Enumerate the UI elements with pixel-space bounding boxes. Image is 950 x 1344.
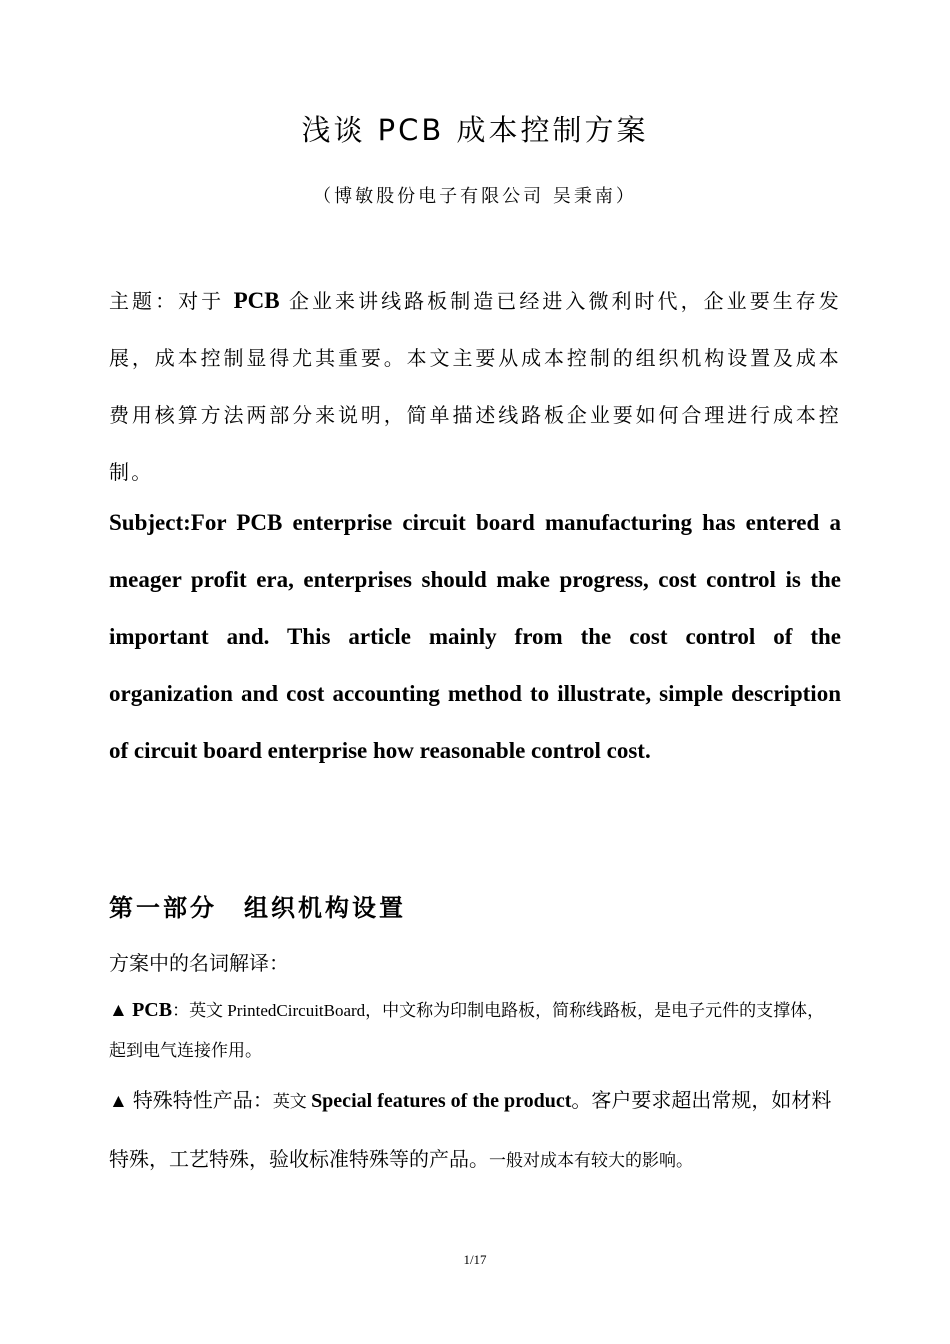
glossary-description: 。客户要求超出常规，如材料特殊，工艺特殊，验收标准特殊等的产品。 (109, 1090, 832, 1171)
glossary-term-english: Special features of the product (311, 1090, 572, 1112)
glossary-colon: ： (172, 1001, 190, 1020)
glossary-title: 方案中的名词解译： (109, 951, 289, 975)
glossary-term: PCB (132, 999, 173, 1021)
abstract-body: 企业来讲线路板制造已经进入微利时代，企业要生存发展，成本控制显得尤其重要。本文主要从成本控制的组织机构设置及成本费用核算方法两部分来说明，简单描述线路板企业要如何合理进行成本控制。 (109, 289, 841, 484)
glossary-description: 英文 PrintedCircuitBoard，中文称为印制电路板，简称线路板，是电子元件的支撑体，起到电气连接作用。 (109, 1001, 825, 1060)
triangle-bullet-icon: ▲ (109, 1000, 128, 1021)
glossary-item-pcb (109, 990, 841, 1071)
abstract-chinese (109, 272, 841, 501)
abstract-pcb-term: PCB (233, 288, 280, 313)
glossary-term: 特殊特性产品 (132, 1090, 253, 1112)
abstract-english: Subject:For PCB enterprise circuit board manufacturing has entered a meager profit era, enterprises should make progress, cost control is the important and. This article mainly from the cost control of the organization and cost accounting method to illustrate, simple description of circuit board enterprise how reasonable control cost. (109, 510, 841, 763)
glossary-item-special-features (109, 1072, 841, 1190)
glossary-prefix: 英文 (272, 1092, 312, 1111)
glossary-note: 一般对成本有较大的影响。 (489, 1151, 693, 1170)
page-number: 1/17 (463, 1252, 487, 1267)
author-line: （博敏股份电子有限公司 吴秉南） (313, 186, 637, 207)
abstract-label: 主题：对于 (109, 289, 234, 313)
glossary-colon: ： (252, 1090, 273, 1112)
triangle-bullet-icon: ▲ (109, 1091, 128, 1112)
document-title: 浅谈 PCB 成本控制方案 (301, 113, 649, 147)
section-heading: 第一部分 组织机构设置 (109, 894, 406, 922)
